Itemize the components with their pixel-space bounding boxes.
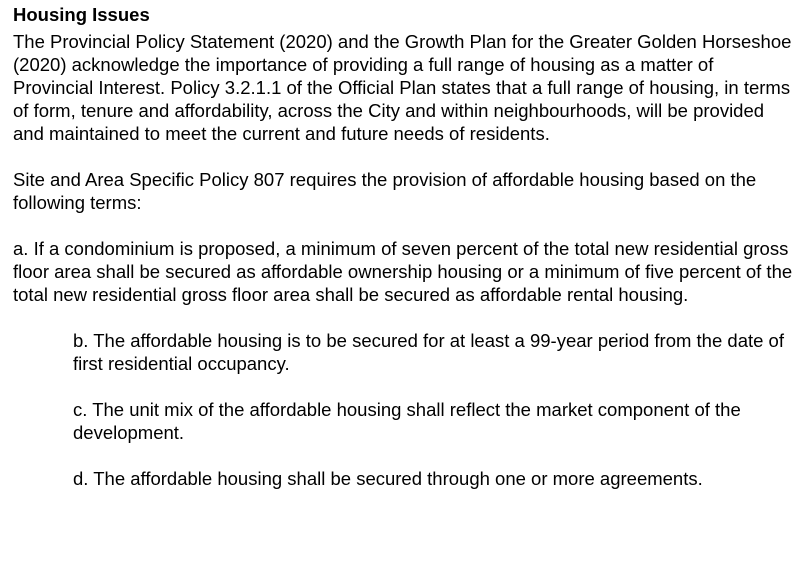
term-d-paragraph: d. The affordable housing shall be secured through one or more agreements. [73,468,703,489]
term-a-paragraph: a. If a condominium is proposed, a minimum of seven percent of the total new residential gross floor area shall be secured as affordable ownership housing or a minimum of five percent of the total new residential gross floor area shall be secured as affordable rental housing. [13,238,793,305]
section-heading: Housing Issues [13,4,150,25]
document-body [13,4,803,490]
term-c-paragraph: c. The unit mix of the affordable housing shall reflect the market component of the development. [73,399,741,443]
intro-paragraph: The Provincial Policy Statement (2020) and the Growth Plan for the Greater Golden Horseshoe (2020) acknowledge the importance of providing a full range of housing as a matter of Provincial Interest. Policy 3.2.1.1 of the Official Plan states that a full range of housing, in terms of form, tenure and affordability, across the City and within neighbourhoods, will be provided and maintained to meet the current and future needs of residents. [13,31,792,144]
term-b-paragraph: b. The affordable housing is to be secured for at least a 99-year period from the date of first residential occupancy. [73,330,784,374]
policy-paragraph: Site and Area Specific Policy 807 requires the provision of affordable housing based on the following terms: [13,169,757,213]
